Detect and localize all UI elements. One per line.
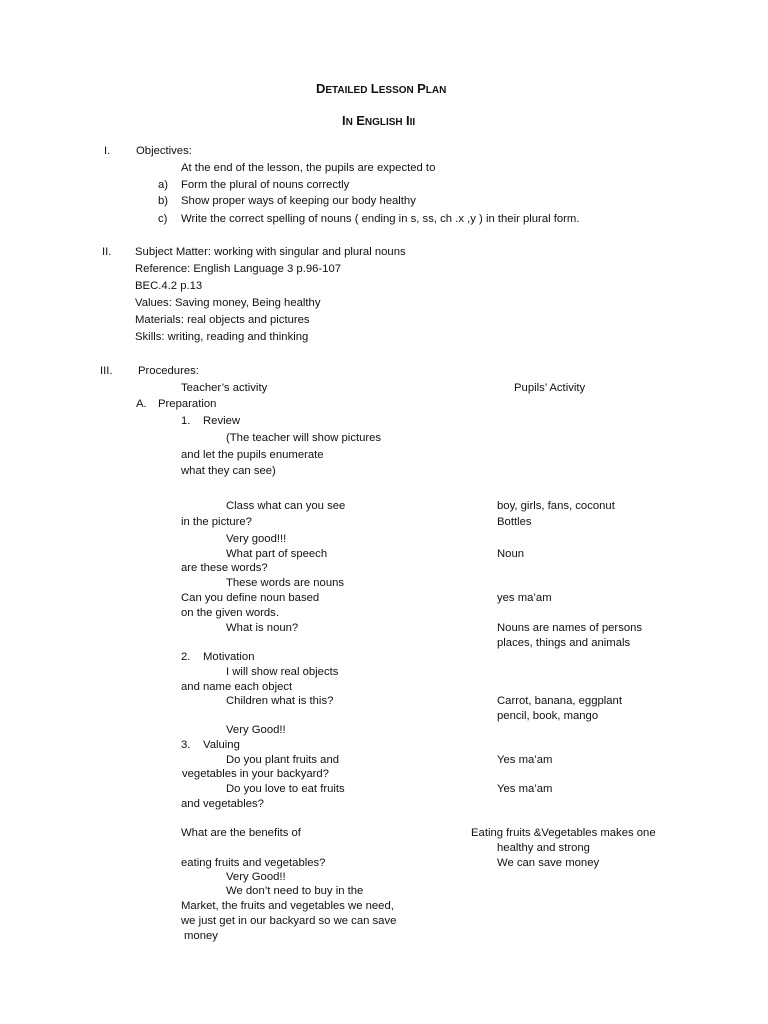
pupil-line: boy, girls, fans, coconut	[497, 500, 615, 512]
review-instruction: what they can see)	[181, 465, 276, 477]
teacher-line: on the given words.	[181, 607, 279, 619]
objectives-intro: At the end of the lesson, the pupils are expected to	[181, 162, 436, 174]
review-instruction: (The teacher will show pictures	[226, 432, 382, 444]
pupil-line: Yes ma’am	[497, 754, 553, 766]
motivation-heading: Motivation	[203, 651, 255, 663]
pupil-line: Noun	[497, 548, 525, 560]
valuing-number: 3.	[181, 739, 191, 751]
bec-line: BEC.4.2 p.13	[135, 280, 203, 292]
lesson-plan-subtitle: IN ENGLISH III	[342, 113, 416, 128]
teacher-line: Children what is this?	[226, 695, 334, 707]
teacher-line: Very Good!!	[226, 871, 286, 883]
skills-line: Skills: writing, reading and thinking	[135, 331, 309, 343]
review-instruction: and let the pupils enumerate	[181, 449, 324, 461]
pupil-line: Eating fruits &Vegetables makes one	[471, 827, 656, 839]
section-a-letter: A.	[136, 398, 147, 410]
pupil-activity-header: Pupils’ Activity	[514, 382, 586, 394]
teacher-line: Class what can you see	[226, 500, 346, 512]
teacher-line: and name each object	[181, 681, 293, 693]
teacher-activity-header: Teacher’s activity	[181, 382, 268, 394]
pupil-line: Nouns are names of persons	[497, 622, 643, 634]
teacher-line: and vegetables?	[181, 798, 264, 810]
teacher-line: money	[184, 930, 218, 942]
motivation-number: 2.	[181, 651, 191, 663]
subject-matter-number: II.	[102, 246, 112, 258]
pupil-line: We can save money	[497, 857, 600, 869]
procedures-number: III.	[100, 365, 113, 377]
teacher-line: are these words?	[181, 562, 268, 574]
objective-b: Show proper ways of keeping our body healthy	[181, 195, 416, 207]
teacher-line: What are the benefits of	[181, 827, 301, 839]
teacher-line: What part of speech	[226, 548, 328, 560]
values-line: Values: Saving money, Being healthy	[135, 297, 321, 309]
teacher-line: Very Good!!	[226, 724, 286, 736]
teacher-line: vegetables in your backyard?	[182, 768, 329, 780]
valuing-heading: Valuing	[203, 739, 240, 751]
objective-a: Form the plural of nouns correctly	[181, 179, 350, 191]
objective-c-letter: c)	[158, 213, 168, 225]
teacher-line: Market, the fruits and vegetables we need,	[181, 900, 394, 912]
pupil-line: places, things and animals	[497, 637, 631, 649]
teacher-line: in the picture?	[181, 516, 252, 528]
lesson-plan-title: DETAILED LESSON PLAN	[316, 81, 447, 96]
pupil-line: Yes ma’am	[497, 783, 553, 795]
section-a-heading: Preparation	[158, 398, 217, 410]
teacher-line: Very good!!!	[226, 533, 287, 545]
materials-line: Materials: real objects and pictures	[135, 314, 310, 326]
teacher-line: What is noun?	[226, 622, 299, 634]
pupil-line: Bottles	[497, 516, 532, 528]
teacher-line: We don’t need to buy in the	[226, 885, 364, 897]
procedures-heading: Procedures:	[138, 365, 199, 377]
objective-c: Write the correct spelling of nouns ( ending in s, ss, ch .x ,y ) in their plural form.	[181, 213, 580, 225]
pupil-line: Carrot, banana, eggplant	[497, 695, 622, 707]
teacher-line: These words are nouns	[226, 577, 345, 589]
teacher-line: Can you define noun based	[181, 592, 320, 604]
review-heading: Review	[203, 415, 241, 427]
subject-matter-line: Subject Matter: working with singular and plural nouns	[135, 246, 406, 258]
teacher-line: I will show real objects	[226, 666, 339, 678]
review-number: 1.	[181, 415, 191, 427]
teacher-line: eating fruits and vegetables?	[181, 857, 326, 869]
teacher-line: Do you love to eat fruits	[226, 783, 345, 795]
objective-a-letter: a)	[158, 179, 169, 191]
teacher-line: Do you plant fruits and	[226, 754, 340, 766]
objectives-heading: Objectives:	[136, 145, 192, 157]
pupil-line: pencil, book, mango	[497, 710, 599, 722]
objectives-number: I.	[104, 145, 111, 157]
objective-b-letter: b)	[158, 195, 169, 207]
teacher-line: we just get in our backyard so we can save	[181, 915, 397, 927]
pupil-line: healthy and strong	[497, 842, 590, 854]
reference-line: Reference: English Language 3 p.96-107	[135, 263, 342, 275]
pupil-line: yes ma’am	[497, 592, 552, 604]
